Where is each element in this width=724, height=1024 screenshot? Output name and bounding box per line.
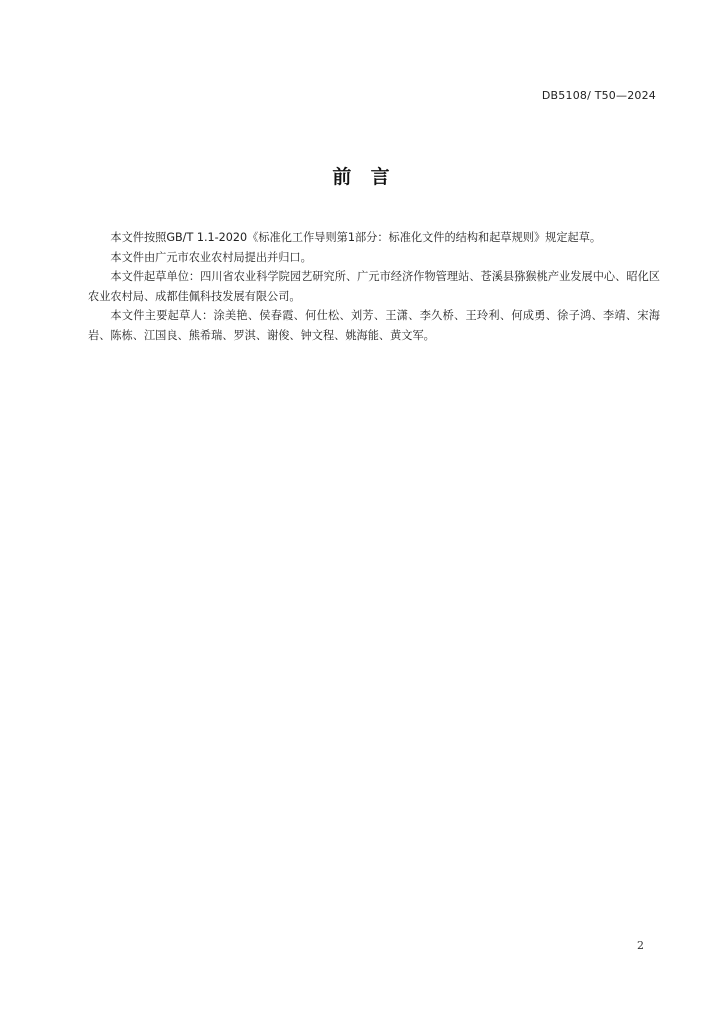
page-number: 2 bbox=[637, 939, 644, 952]
document-number: DB5108/ T50—2024 bbox=[541, 89, 656, 102]
foreword-body bbox=[88, 228, 660, 345]
paragraph-drafting-units: 本文件起草单位：四川省农业科学院园艺研究所、广元市经济作物管理站、苍溪县猕猴桃产业发展中心、昭化区农业农村局、成都佳佩科技发展有限公司。 bbox=[88, 270, 660, 303]
page-title: 前 言 bbox=[332, 166, 392, 188]
paragraph-drafting-basis: 本文件按照GB/T 1.1-2020《标准化工作导则第1部分：标准化文件的结构和起草规则》规定起草。 bbox=[110, 231, 602, 244]
paragraph-drafters: 本文件主要起草人：涂美艳、侯春霞、何仕松、刘芳、王潇、李久桥、王玲利、何成勇、徐子鸿、李靖、宋海岩、陈栋、江国良、熊希瑞、罗淇、谢俊、钟文程、姚海能、黄文军。 bbox=[88, 309, 660, 342]
paragraph-proposer: 本文件由广元市农业农村局提出并归口。 bbox=[110, 250, 312, 264]
